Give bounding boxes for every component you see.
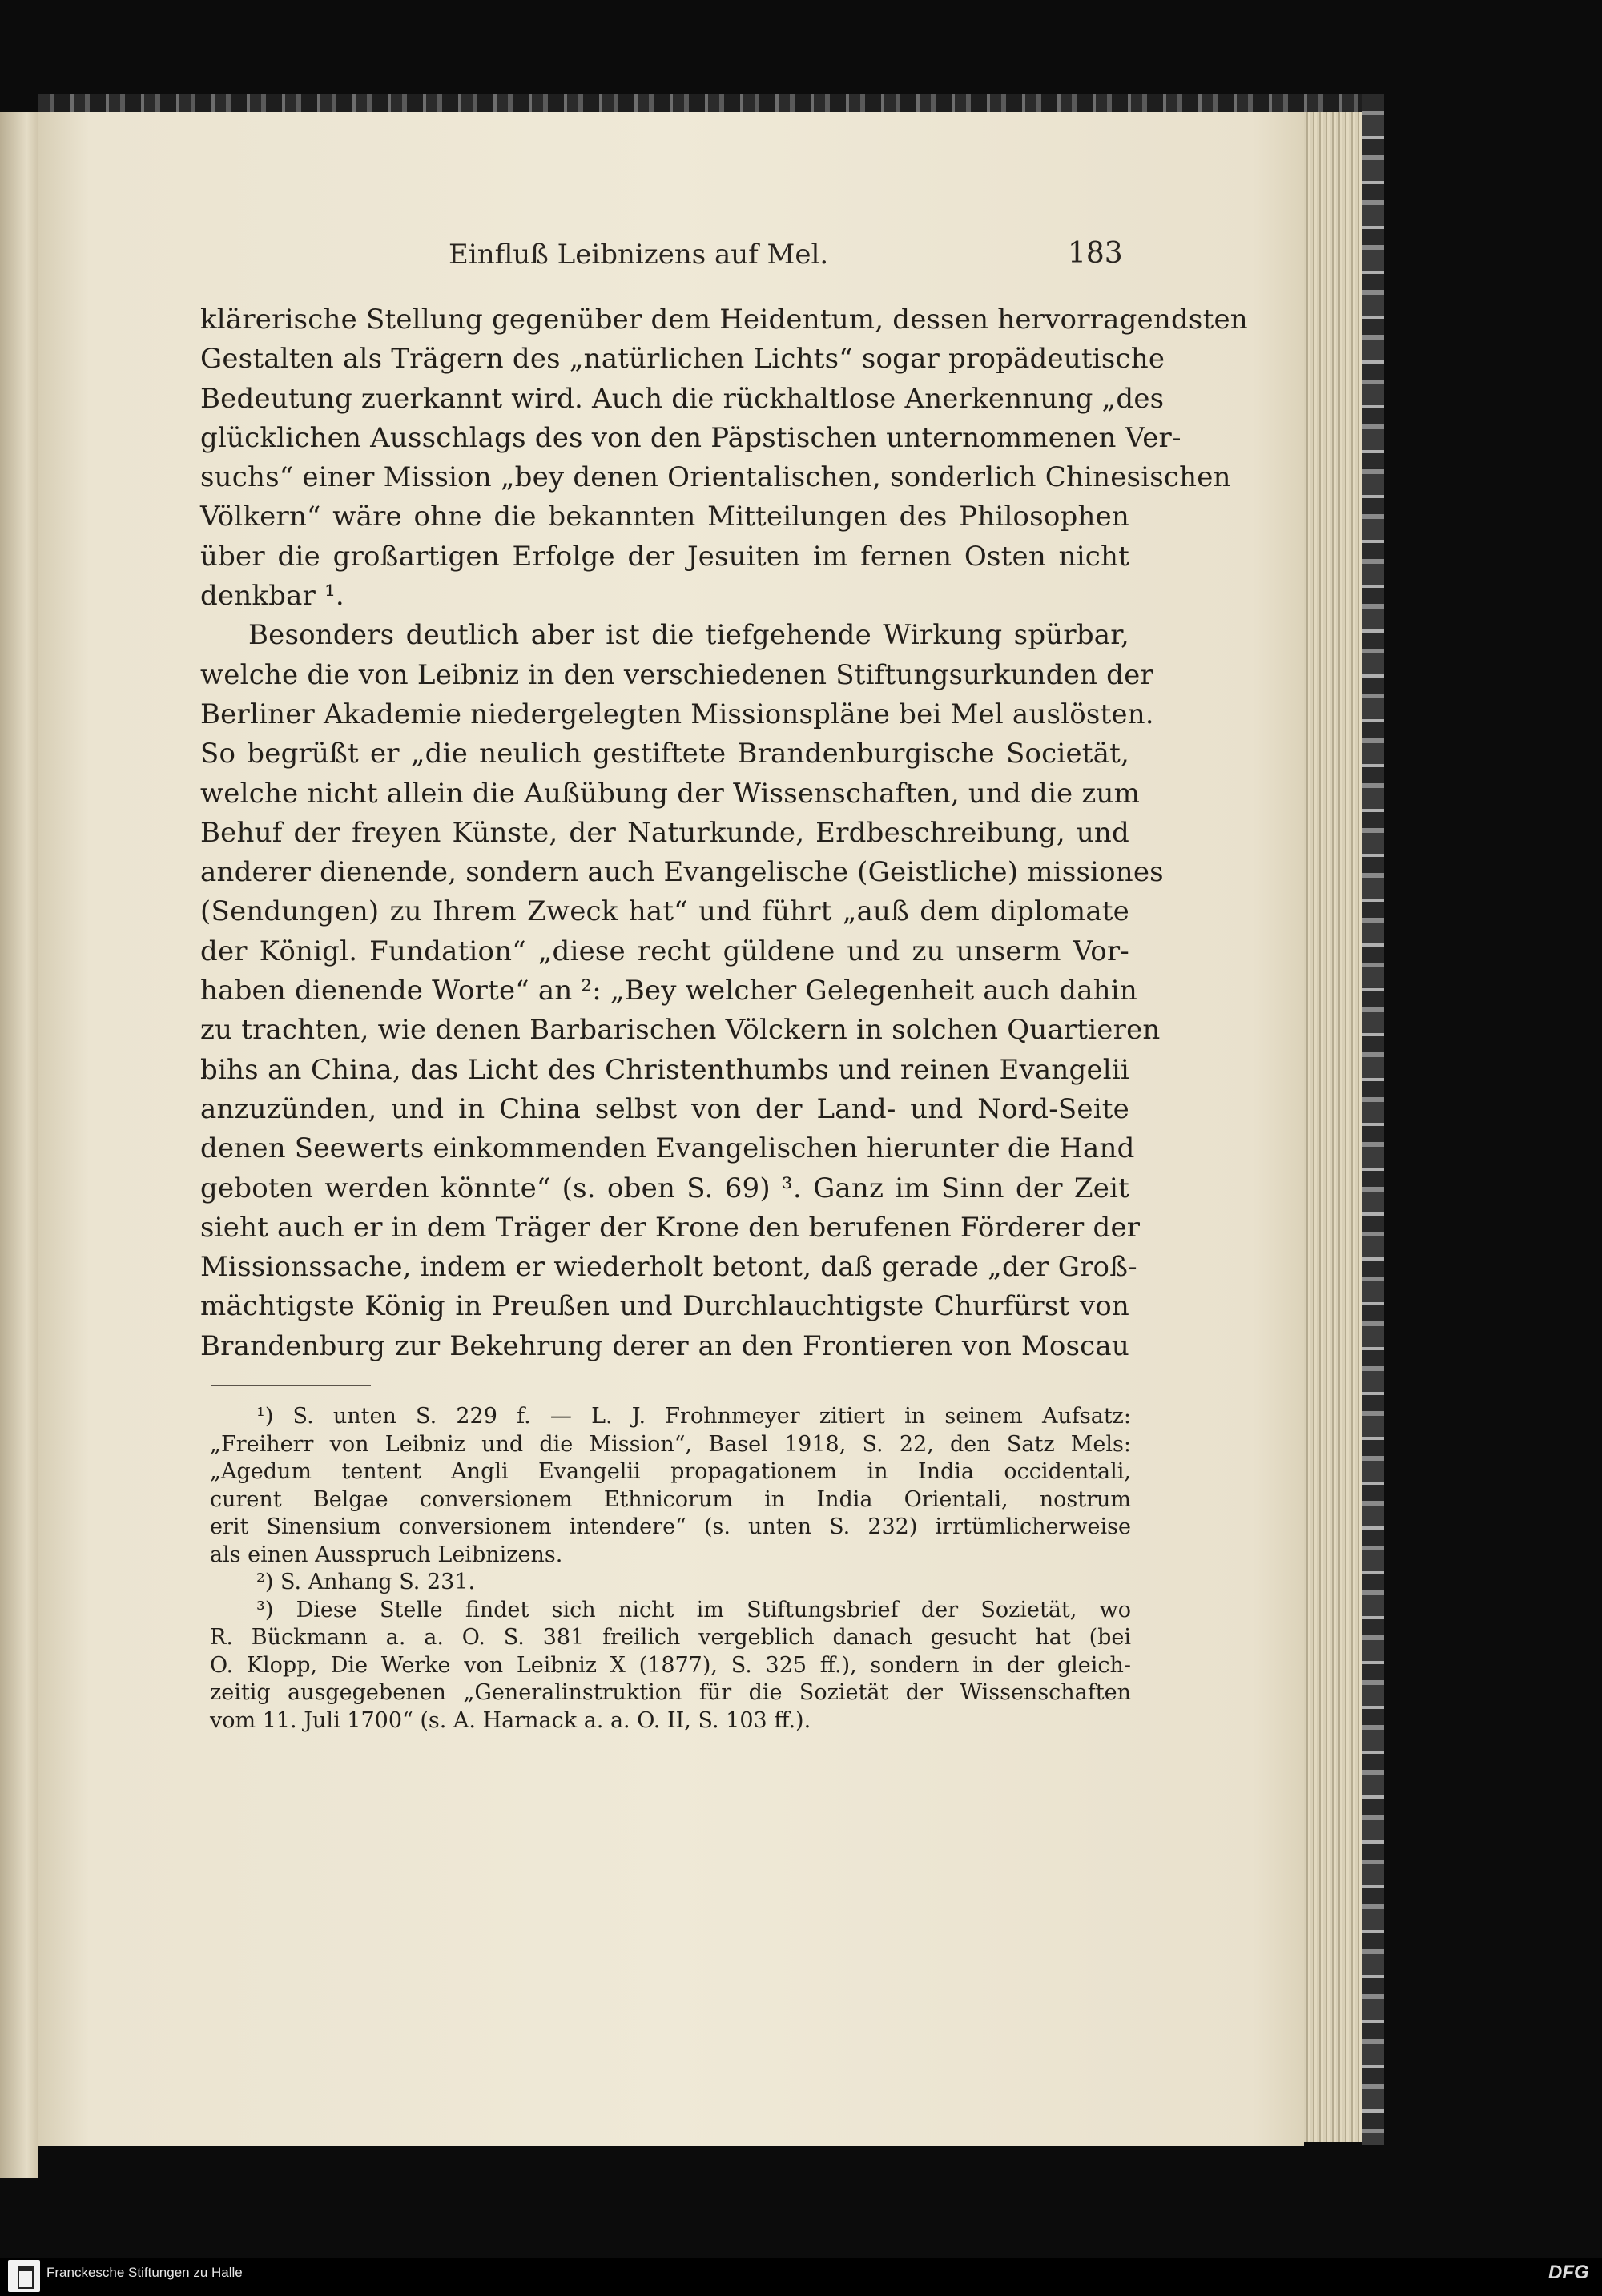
footnote-rule [211,1385,371,1386]
page-stack-edges [1304,112,1362,2142]
body-line: Brandenburg zur Bekehrung derer an den Frontieren von Moscau [200,1329,1129,1362]
footnote-line: ¹) S. unten S. 229 f. — L. J. Frohnmeyer zitiert in seinem Aufsatz: [256,1404,1131,1429]
footnote-line: „Agedum tentent Angli Evangelii propagationem in India occidentali, [210,1459,1131,1484]
body-line: der Königl. Fundation“ „diese recht güldene und zu unserm Vor- [200,935,1129,967]
body-line: welche die von Leibniz in den verschiedenen Stiftungsurkunden der [200,658,1153,691]
institution-logo-icon [8,2260,40,2292]
body-line: haben dienende Worte“ an ²: „Bey welcher Gelegenheit auch dahin [200,975,1137,1007]
dfg-logo: DFG [1548,2262,1589,2283]
body-line: Berliner Akademie niedergelegten Missionspläne bei Mel auslösten. [200,698,1154,730]
footnote-line: O. Klopp, Die Werke von Leibniz X (1877), S. 325 ff.), sondern in der gleich- [210,1652,1131,1678]
body-line: anzuzünden, und in China selbst von der Land- und Nord-Seite [200,1092,1129,1125]
book-cover-edge [1362,94,1384,2145]
body-text [200,300,1248,1366]
footnote-line: als einen Ausspruch Leibnizens. [210,1542,563,1567]
facing-page-edge [0,112,38,2178]
body-line: klärerische Stellung gegenüber dem Heidentum, dessen hervorragendsten [200,304,1248,336]
body-line: Bedeutung zuerkannt wird. Auch die rückhaltlose Anerkennung „des [200,382,1165,415]
body-line: Völkern“ wäre ohne die bekannten Mitteilungen des Philosophen [200,501,1129,533]
footnote-line: curent Belgae conversionem Ethnicorum in India Orientali, nostrum [210,1486,1131,1512]
body-line: denen Seewerts einkommenden Evangelischen hierunter die Hand [200,1132,1135,1165]
page-number: 183 [1068,237,1123,270]
body-line: denkbar ¹. [200,580,344,613]
institution-name: Franckesche Stiftungen zu Halle [46,2265,243,2280]
footnote-line: ²) S. Anhang S. 231. [256,1570,476,1594]
body-line: So begrüßt er „die neulich gestiftete Brandenburgische Societät, [200,738,1129,770]
body-line: zu trachten, wie denen Barbarischen Völckern in solchen Quartieren [200,1014,1161,1047]
body-line: mächtigste König in Preußen und Durchlauchtigste Churfürst von [200,1290,1129,1323]
body-line: über die großartigen Erfolge der Jesuiten im fernen Osten nicht [200,540,1129,573]
footnote-line: erit Sinensium conversionem intendere“ (s. unten S. 232) irrtümlicherweise [210,1514,1131,1539]
body-line: bihs an China, das Licht des Christenthumbs und reinen Evangelii [200,1053,1129,1086]
body-line: welche nicht allein die Außübung der Wissenschaften, und die zum [200,777,1141,810]
footnote-line: ³) Diese Stelle findet sich nicht im Stiftungsbrief der Sozietät, wo [256,1597,1131,1622]
body-line: (Sendungen) zu Ihrem Zweck hat“ und führt „auß dem diplomate [200,895,1129,928]
running-head: Einfluß Leibnizens auf Mel. [449,239,829,271]
body-line: Besonders deutlich aber ist die tiefgehende Wirkung spürbar, [248,619,1129,652]
body-line: Gestalten als Trägern des „natürlichen Lichts“ sogar propädeutische [200,343,1165,376]
body-line: geboten werden könnte“ (s. oben S. 69) ³. Ganz im Sinn der Zeit [200,1172,1129,1204]
footnote-line: „Freiherr von Leibniz und die Mission“, Basel 1918, S. 22, den Satz Mels: [210,1431,1131,1457]
footnote-line: zeitig ausgegebenen „Generalinstruktion für die Sozietät der Wissenschaften [210,1680,1131,1705]
body-line: anderer dienende, sondern auch Evangelische (Geistliche) missiones [200,856,1164,889]
body-line: Behuf der freyen Künste, der Naturkunde, Erdbeschreibung, und [200,816,1129,849]
footnotes [210,1403,1131,1735]
footnote-line: R. Bückmann a. a. O. S. 381 freilich vergeblich danach gesucht hat (bei [210,1625,1131,1650]
body-line: sieht auch er in dem Träger der Krone den berufenen Förderer der [200,1211,1141,1244]
body-line: Missionssache, indem er wiederholt betont, daß gerade „der Groß- [200,1251,1137,1284]
body-line: suchs“ einer Mission „bey denen Orientalischen, sonderlich Chinesischen [200,461,1231,494]
body-line: glücklichen Ausschlags des von den Päpstischen unternommenen Ver- [200,421,1181,454]
footnote-line: vom 11. Juli 1700“ (s. A. Harnack a. a. O. II, S. 103 ff.). [210,1707,811,1733]
